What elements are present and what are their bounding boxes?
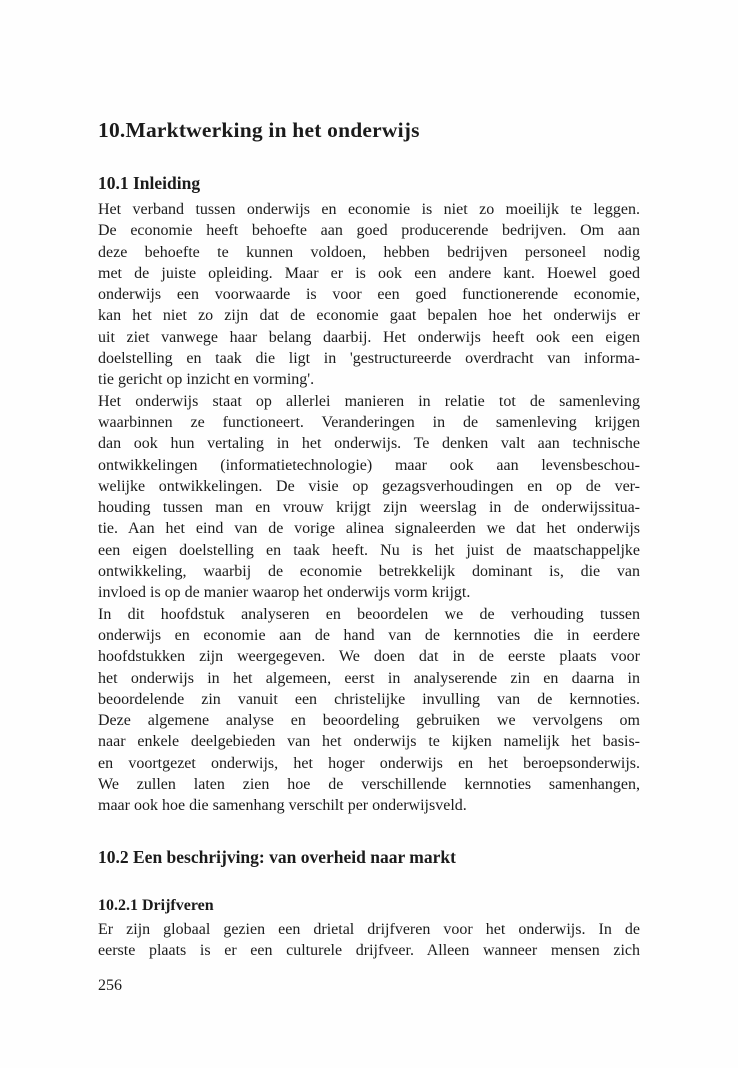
text-line: een eigen doelstelling en taak heeft. Nu is het juist de maatschappeljke <box>98 541 640 559</box>
text-line: kan het niet zo zijn dat de economie gaat bepalen hoe het onderwijs er <box>98 307 640 325</box>
subsection-10-2-1-body <box>98 919 640 962</box>
text-line: tie gericht op inzicht en vorming'. <box>98 371 315 389</box>
page-number: 256 <box>98 977 122 995</box>
text-line: waarbinnen ze functioneert. Veranderingen in de samenleving krijgen <box>98 413 640 431</box>
text-line: Deze algemene analyse en beoordeling gebruiken we vervolgens om <box>98 712 640 730</box>
text-line: ontwikkelingen (informatietechnologie) maar ook aan levensbeschou- <box>98 456 640 474</box>
text-line: onderwijs een voorwaarde is voor een goed functionerende economie, <box>98 286 640 304</box>
text-line: In dit hoofdstuk analyseren en beoordelen we de verhouding tussen <box>98 605 640 623</box>
text-line: naar enkele deelgebieden van het onderwijs te kijken namelijk het basis- <box>98 733 640 751</box>
text-line: maar ook hoe die samenhang verschilt per onderwijsveld. <box>98 797 467 815</box>
chapter-title: 10.Marktwerking in het onderwijs <box>98 118 420 142</box>
text-line: Er zijn globaal gezien een drietal drijfveren voor het onderwijs. In de <box>98 920 640 938</box>
text-line: ontwikkeling, waarbij de economie betrekkelijk dominant is, die van <box>98 563 640 581</box>
text-line: tie. Aan het eind van de vorige alinea signaleerden we dat het onderwijs <box>98 520 640 538</box>
text-line: en voortgezet onderwijs, het hoger onderwijs en het beroepsonderwijs. <box>98 754 640 772</box>
text-line: houding tussen man en vrouw krijgt zijn weerslag in de onderwijssitua- <box>98 499 640 517</box>
text-line: uit ziet vanwege haar belang daarbij. Het onderwijs heeft ook een eigen <box>98 328 640 346</box>
section-heading-10-1: 10.1 Inleiding <box>98 173 201 193</box>
text-line: De economie heeft behoefte aan goed producerende bedrijven. Om aan <box>98 222 640 240</box>
text-line: Het verband tussen onderwijs en economie is niet zo moeilijk te leggen. <box>98 201 640 218</box>
text-line: doelstelling en taak die ligt in 'gestructureerde overdracht van informa- <box>98 350 640 368</box>
text-line: hoofdstukken zijn weergegeven. We doen dat in de eerste plaats voor <box>98 648 640 666</box>
text-line: Het onderwijs staat op allerlei manieren in relatie tot de samenleving <box>98 392 640 410</box>
section-heading-10-2: 10.2 Een beschrijving: van overheid naar markt <box>98 846 456 867</box>
text-line: welijke ontwikkelingen. De visie op gezagsverhoudingen en op de ver- <box>98 477 640 495</box>
text-line: beoordelende zin vanuit een christelijke invulling van de kernnoties. <box>98 690 640 708</box>
subsection-heading-10-2-1: 10.2.1 Drijfveren <box>98 896 214 914</box>
text-line: deze behoefte te kunnen voldoen, hebben bedrijven personeel nodig <box>98 243 640 261</box>
text-line: het onderwijs in het algemeen, eerst in analyserende zin en daarna in <box>98 669 640 687</box>
text-line: dan ook hun vertaling in het onderwijs. Te denken valt aan technische <box>98 435 640 453</box>
text-line: met de juiste opleiding. Maar er is ook een andere kant. Hoewel goed <box>98 264 640 282</box>
text-line: eerste plaats is er een culturele drijfveer. Alleen wanneer mensen zich <box>98 941 640 959</box>
text-line: invloed is op de manier waarop het onderwijs vorm krijgt. <box>98 584 471 602</box>
text-line: We zullen laten zien hoe de verschillende kernnoties samenhangen, <box>98 776 640 794</box>
text-line: onderwijs en economie aan de hand van de kernnoties die in eerdere <box>98 626 640 644</box>
section-10-1-body <box>98 199 640 817</box>
